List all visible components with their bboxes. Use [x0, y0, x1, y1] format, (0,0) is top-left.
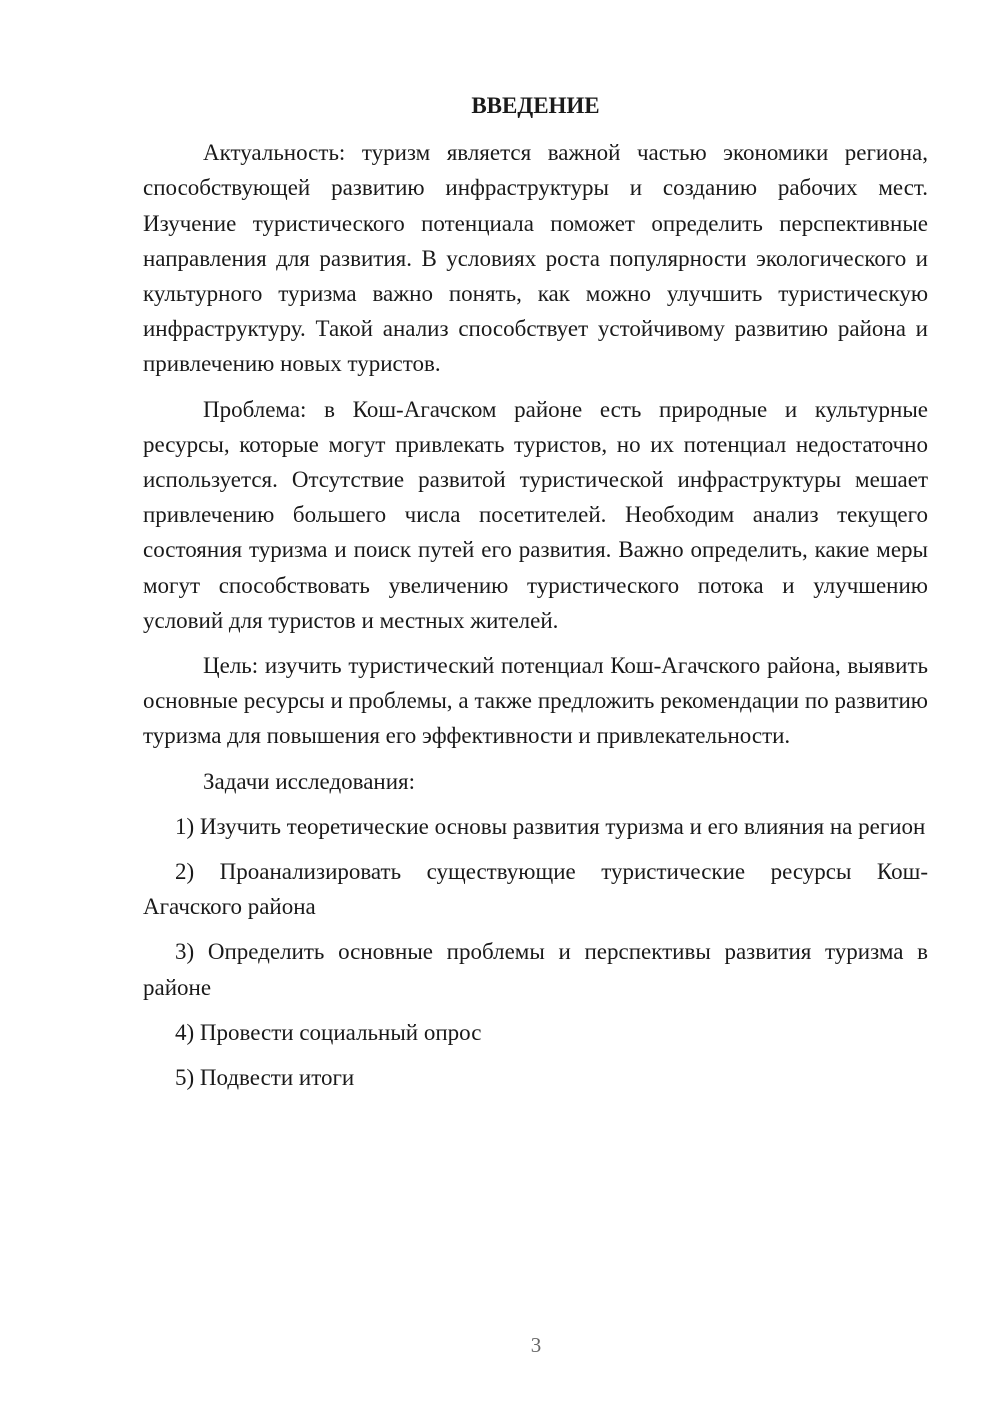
page-number: 3 — [530, 1333, 542, 1357]
task-item: 5) Подвести итоги — [175, 1065, 355, 1091]
section-title: ВВЕДЕНИЕ — [471, 93, 600, 118]
task-item: 4) Провести социальный опрос — [175, 1019, 482, 1045]
goal-paragraph: Цель: изучить туристический потенциал Кош-Агачского района, выявить основные ресурсы и проблемы, а также предложить рекомендации по развитию туризма для повышения его эффективности и привлекательности. — [143, 653, 928, 749]
task-item: 2) Проанализировать существующие туристические ресурсы Кош-Агачского района — [143, 859, 928, 920]
task-item: 1) Изучить теоретические основы развития туризма и его влияния на регион — [175, 813, 926, 839]
tasks-list — [143, 809, 928, 1095]
tasks-label: Задачи исследования: — [203, 768, 416, 794]
problem-paragraph: Проблема: в Кош-Агачском районе есть природные и культурные ресурсы, которые могут привлекать туристов, но их потенциал недостаточно используется. Отсутствие развитой туристической инфраструктуры мешает привлечению большего числа посетителей. Необходим анализ текущего состояния туризма и поиск путей его развития. Важно определить, какие меры могут способствовать увеличению туристического потока и улучшению условий для туристов и местных жителей. — [143, 396, 928, 633]
relevance-paragraph: Актуальность: туризм является важной частью экономики региона, способствующей развитию инфраструктуры и созданию рабочих мест. Изучение туристического потенциала поможет определить перспективные направления для развития. В условиях роста популярности экологического и культурного туризма важно понять, как можно улучшить туристическую инфраструктуру. Такой анализ способствует устойчивому развитию района и привлечению новых туристов. — [143, 140, 928, 377]
task-item: 3) Определить основные проблемы и перспективы развития туризма в районе — [143, 939, 928, 1000]
document-page — [143, 88, 928, 1105]
